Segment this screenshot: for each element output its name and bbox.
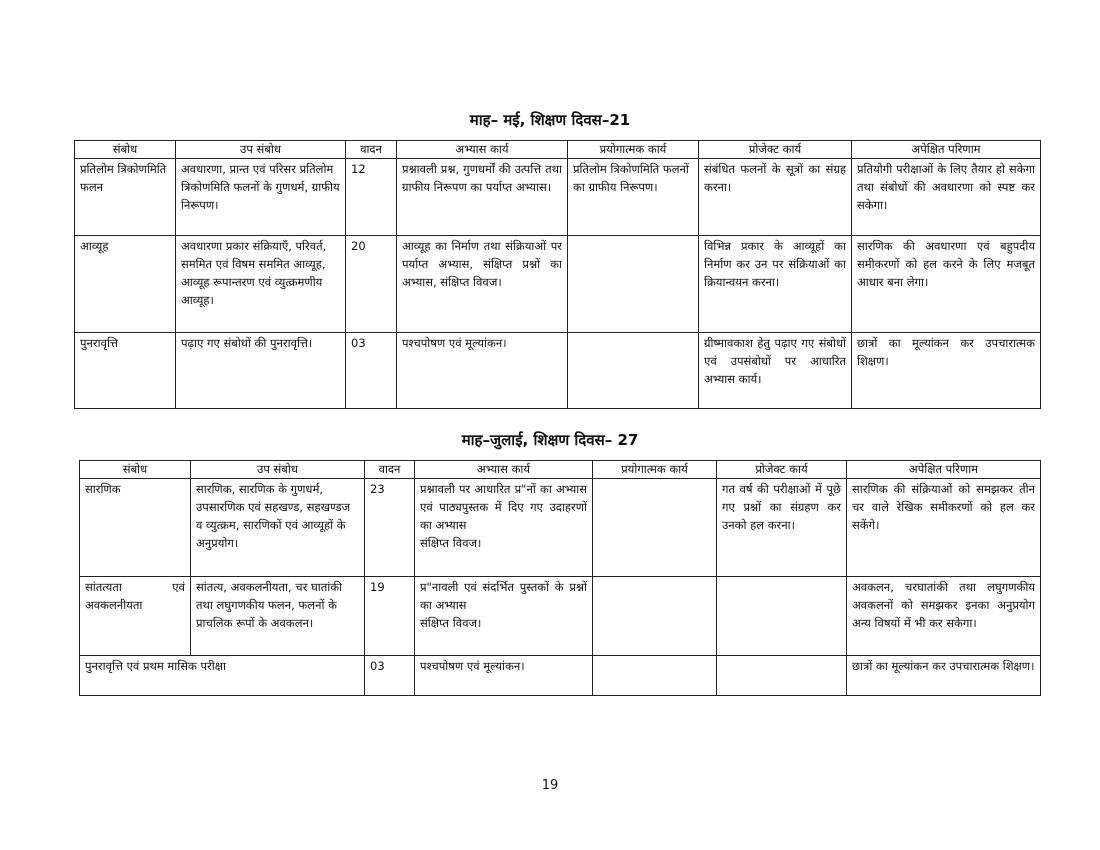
practice-work-cell: पश्चपोषण एवं मूल्यांकन। [397,333,568,409]
table-row [75,236,1041,333]
concept-cell: आव्यूह [75,236,176,333]
expected-outcome-cell: छात्रों का मूल्यांकन कर उपचारात्मक शिक्षण। [852,333,1041,409]
practice-work-cell: आव्यूह का निर्माण तथा संक्रियाओं पर पर्याप्त अभ्यास, संक्षिप्त प्रश्नों का अभ्यास, संक्षिप्त विवज। [397,236,568,333]
concept-cell: प्रतिलोम त्रिकोणमिति फलन [75,159,176,236]
practical-work-cell [593,656,717,696]
practical-work-cell [593,479,717,577]
practice-work-cell [415,577,593,656]
sub-concept-cell: अवधारणा, प्रान्त एवं परिसर प्रतिलोम त्रिकोणमिति फलनों के गुणधर्म, ग्राफीय निरूपण। [176,159,346,236]
header-practice-work: अभ्यास कार्य [397,141,568,159]
header-concept: संबोध [75,141,176,159]
expected-outcome-cell: सारणिक की अवधारणा एवं बहुपदीय समीकरणों को हल करने के लिए मजबूत आधार बना लेगा। [852,236,1041,333]
concept-merged-cell: पुनरावृत्ति एवं प्रथम मासिक परीक्षा [80,656,365,696]
header-expected-outcome: अपेक्षित परिणाम [852,141,1041,159]
concept-cell: पुनरावृत्ति [75,333,176,409]
practical-work-cell [568,236,699,333]
section-title-may: माह– मई, शिक्षण दिवस–21 [469,111,631,129]
periods-cell: 03 [346,333,397,409]
table-row [75,159,1041,236]
periods-cell: 12 [346,159,397,236]
header-project-work: प्रोजेक्ट कार्य [699,141,852,159]
project-work-cell [717,656,847,696]
project-work-cell [717,577,847,656]
table-row [80,656,1041,696]
table-row [75,333,1041,409]
header-project-work: प्रोजेक्ट कार्य [717,461,847,479]
practice-work-brief: संक्षिप्त विवज। [420,536,482,550]
header-practice-work: अभ्यास कार्य [415,461,593,479]
practical-work-cell [593,577,717,656]
expected-outcome-cell: छात्रों का मूल्यांकन कर उपचारात्मक शिक्षण। [847,656,1041,696]
section-title-july: माह–जुलाई, शिक्षण दिवस– 27 [461,431,639,449]
concept-cell: सांतत्यता एवं अवकलनीयता [80,577,191,656]
expected-outcome-cell: सारणिक की संक्रियाओं को समझकर तीन चर वाले रेखिक समीकरणों को हल कर सकेंगे। [847,479,1041,577]
sub-concept-cell: अवधारणा प्रकार संक्रियाएँ, परिवर्त, सममित एवं विषम सममित आव्यूह, आव्यूह रूपान्तरण एवं व्युत्क्रमणीय आव्यूह। [176,236,346,333]
sub-concept-cell: सांतत्य, अवकलनीयता, चर घातांकी तथा लघुगणकीय फलन, फलनों के प्राचलिक रूपों के अवकलन। [191,577,365,656]
practical-work-cell: प्रतिलोम त्रिकोणमिति फलनों का ग्राफीय निरूपण। [568,159,699,236]
periods-cell: 20 [346,236,397,333]
table-header-row [80,461,1041,479]
header-practical-work: प्रयोगात्मक कार्य [593,461,717,479]
periods-cell: 23 [365,479,415,577]
syllabus-table-may [74,140,1041,409]
sub-concept-cell: सारणिक, सारणिक के गुणधर्म, उपसारणिक एवं सहखण्ड, सहखण्डज व व्युत्क्रम, सारणिकों एवं आव्यूहों के अनुप्रयोग। [191,479,365,577]
periods-cell: 03 [365,656,415,696]
practice-work-brief: संक्षिप्त विवज। [420,616,482,630]
periods-cell: 19 [365,577,415,656]
header-periods: वादन [365,461,415,479]
expected-outcome-cell: अवकलन, चरघातांकी तथा लघुगणकीय अवकलनों को समझकर इनका अनुप्रयोग अन्य विषयों में भी कर सकेगा। [847,577,1041,656]
practical-work-cell [568,333,699,409]
syllabus-table-july [79,460,1041,696]
table-header-row [75,141,1041,159]
page-number: 19 [541,778,559,793]
header-periods: वादन [346,141,397,159]
expected-outcome-cell: प्रतियोगी परीक्षाओं के लिए तैयार हो सकेगा तथा संबोधों की अवधारणा को स्पष्ट कर सकेगा। [852,159,1041,236]
sub-concept-cell: पढ़ाए गए संबोधों की पुनरावृत्ति। [176,333,346,409]
header-sub-concept: उप संबोध [176,141,346,159]
header-sub-concept: उप संबोध [191,461,365,479]
practice-work-cell: पश्चपोषण एवं मूल्यांकन। [415,656,593,696]
project-work-cell: विभिन्न प्रकार के आव्यूहों का निर्माण कर उन पर संक्रियाओं का क्रियान्वयन करना। [699,236,852,333]
table-row [80,577,1041,656]
project-work-cell: ग्रीष्मावकाश हेतु पढ़ाए गए संबोधों एवं उपसंबोधों पर आधारित अभ्यास कार्य। [699,333,852,409]
practice-work-cell [415,479,593,577]
project-work-cell: संबंधित फलनों के सूत्रों का संग्रह करना। [699,159,852,236]
header-concept: संबोध [80,461,191,479]
header-expected-outcome: अपेक्षित परिणाम [847,461,1041,479]
practice-work-cell: प्रश्नावली प्रश्न, गुणधर्मों की उत्पत्ति तथा ग्राफीय निरूपण का पर्याप्त अभ्यास। [397,159,568,236]
table-row [80,479,1041,577]
header-practical-work: प्रयोगात्मक कार्य [568,141,699,159]
project-work-cell: गत वर्ष की परीक्षाओं में पूछे गए प्रश्नों का संग्रहण कर उनको हल करना। [717,479,847,577]
practice-work-text: प्र"नावली एवं संदर्भित पुस्तकों के प्रश्नों का अभ्यास [420,580,587,612]
concept-cell: सारणिक [80,479,191,577]
practice-work-text: प्रश्नावली पर आधारित प्र"नों का अभ्यास एवं पाठ्यपुस्तक में दिए गए उदाहरणों का अभ्यास [420,482,587,532]
